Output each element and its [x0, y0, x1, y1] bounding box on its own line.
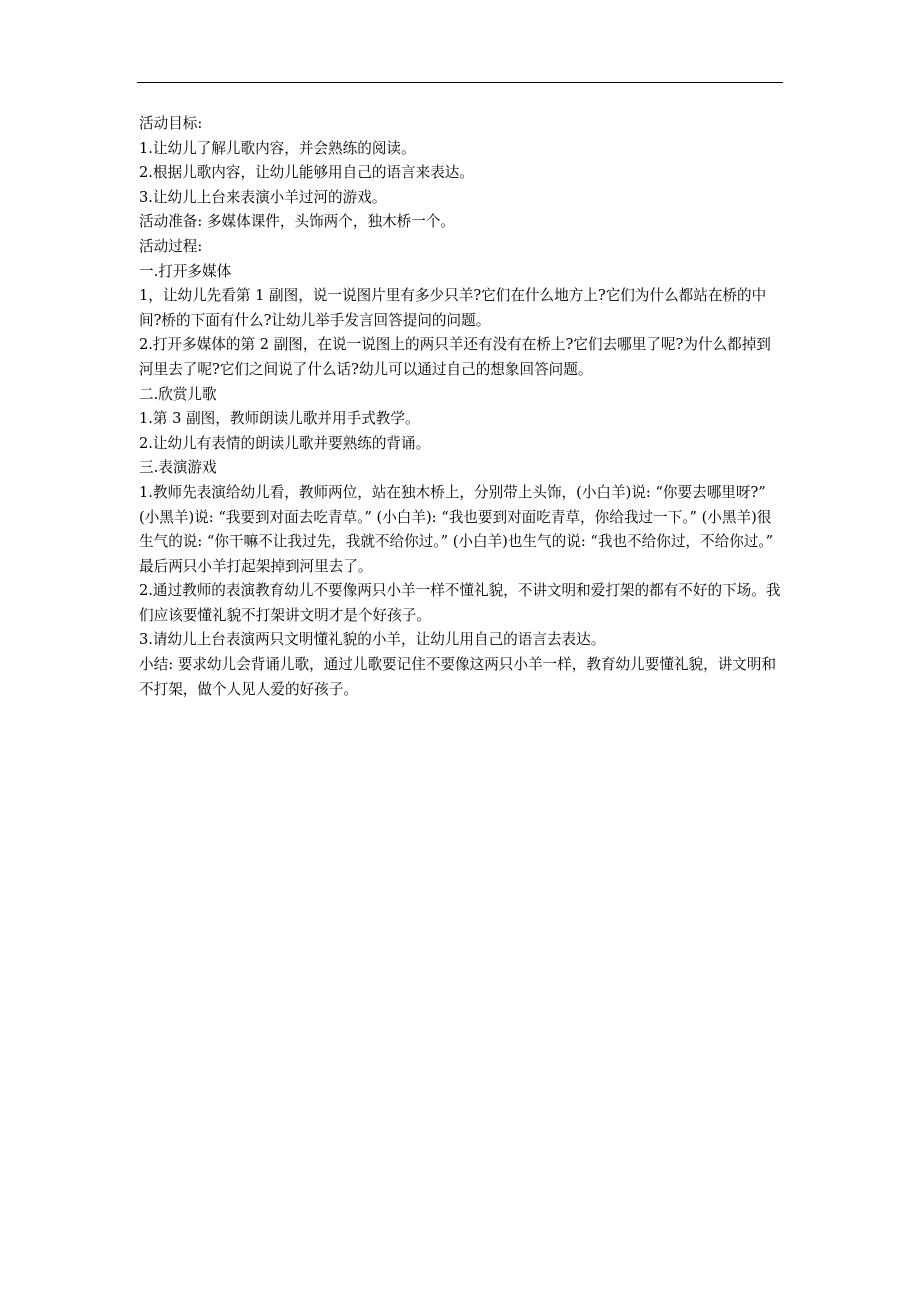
summary-paragraph: 小结: 要求幼儿会背诵儿歌，通过儿歌要记住不要像这两只小羊一样，教育幼儿要懂礼貌，讲文明和不打架，做个人见人爱的好孩子。	[139, 656, 777, 698]
preparation-line: 活动准备: 多媒体课件，头饰两个，独木桥一个。	[139, 213, 456, 231]
goals-heading: 活动目标:	[139, 115, 203, 132]
section-heading-3: 三.表演游戏	[139, 459, 217, 477]
section-heading-1: 一.打开多媒体	[139, 262, 232, 280]
document-body	[139, 112, 785, 702]
goal-item: 1.让幼儿了解儿歌内容，并会熟练的阅读。	[139, 139, 416, 157]
header-rule	[137, 82, 783, 83]
section-1-item: 2.打开多媒体的第 2 副图，在说一说图上的两只羊还有没有在桥上?它们去哪里了呢?为什么都掉到河里去了呢?它们之间说了什么话?幼儿可以通过自己的想象回答问题。	[139, 336, 771, 378]
section-3-item: 1.教师先表演给幼儿看，教师两位，站在独木桥上，分别带上头饰，(小白羊)说: “你要去哪里呀?” (小黑羊)说: “我要到对面去吃青草。” (小白羊): “我也要到对面吃青草，你给我过一下。” (小黑羊)很生气的说: “你干嘛不让我过先，我就不给你过。” (小白羊)也生气的说: “我也不给你过，不给你过。” 最后两只小羊打起架掉到河里去了。	[139, 483, 778, 575]
section-3-item: 2.通过教师的表演教育幼儿不要像两只小羊一样不懂礼貌，不讲文明和爱打架的都有不好的下场。我们应该要懂礼貌不打架讲文明才是个好孩子。	[139, 582, 781, 624]
goal-item: 3.让幼儿上台来表演小羊过河的游戏。	[139, 188, 387, 206]
section-heading-2: 二.欣赏儿歌	[139, 385, 217, 403]
section-2-item: 2.让幼儿有表情的朗读儿歌并要熟练的背诵。	[139, 434, 431, 452]
process-heading: 活动过程:	[139, 237, 203, 255]
section-2-item: 1.第 3 副图，教师朗读儿歌并用手式教学。	[139, 410, 420, 428]
section-3-item: 3.请幼儿上台表演两只文明懂礼貌的小羊，让幼儿用自己的语言去表达。	[139, 631, 606, 649]
goal-item: 2.根据儿歌内容，让幼儿能够用自己的语言来表达。	[139, 164, 474, 182]
section-1-item: 1，让幼儿先看第 1 副图，说一说图片里有多少只羊?它们在什么地方上?它们为什么都站在桥的中间?桥的下面有什么?让幼儿举手发言回答提问的问题。	[139, 287, 767, 329]
